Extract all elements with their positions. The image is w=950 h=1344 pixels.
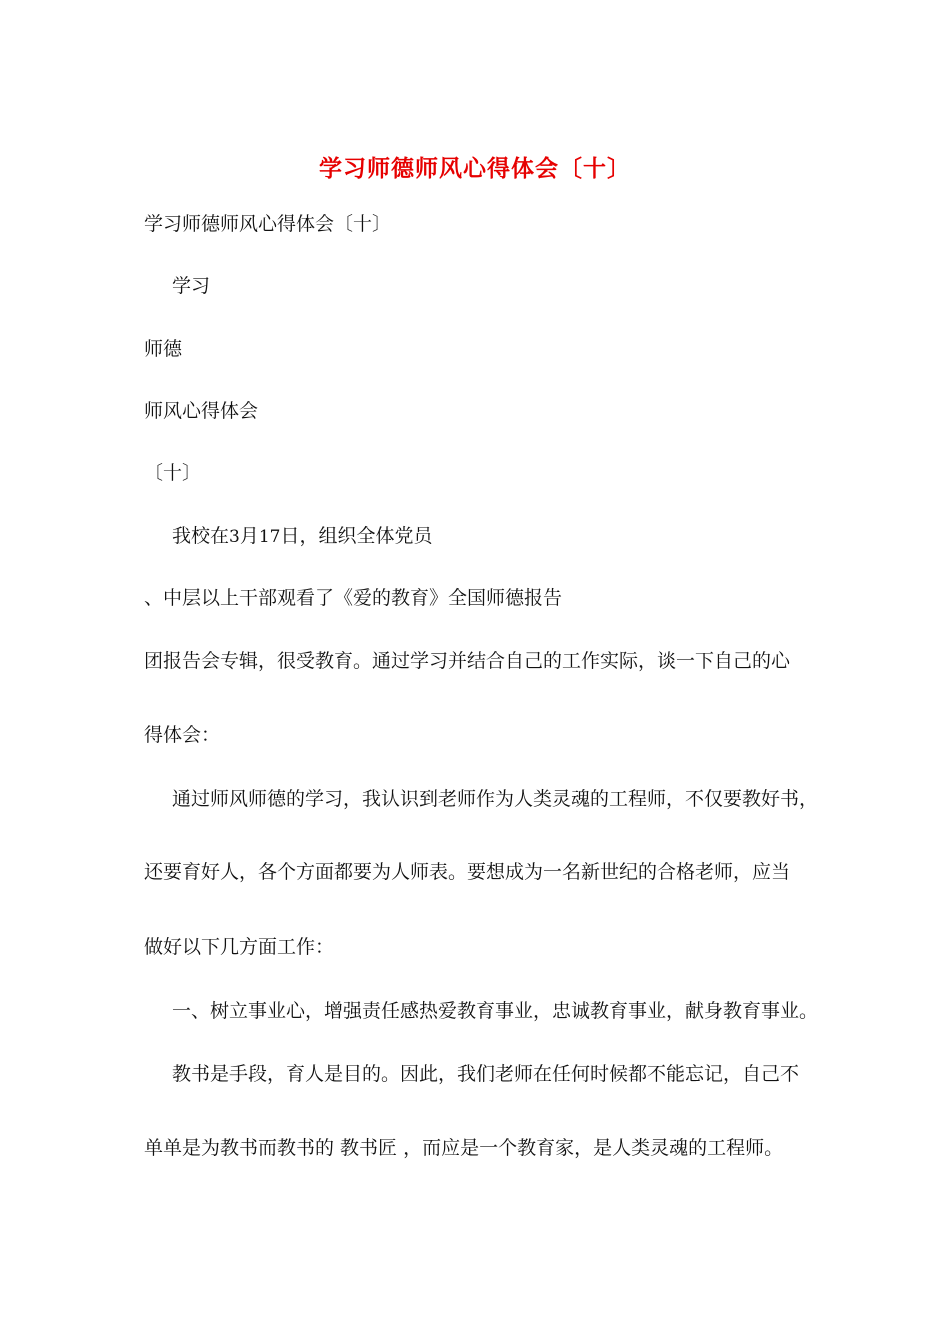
text-line: 师德 (144, 338, 183, 360)
text-line: 学习 (172, 275, 211, 297)
text-line: 〔十〕 (144, 462, 202, 484)
text-fragment: 我校在 (172, 525, 230, 547)
paragraph-line (172, 523, 433, 550)
day-number: 17 (258, 527, 281, 547)
text-fragment: 月 (239, 525, 259, 547)
text-line: 师风心得体会 (144, 400, 259, 422)
paragraph-line: 团报告会专辑，很受教育。通过学习并结合自己的工作实际，谈一下自己的心 (144, 650, 791, 672)
subtitle-line: 学习师德师风心得体会〔十〕 (144, 213, 392, 235)
text-fragment: 日，组织全体党员 (280, 525, 433, 547)
paragraph-line: 通过师风师德的学习，我认识到老师作为人类灵魂的工程师，不仅要教好书， (172, 788, 819, 810)
paragraph-line: 还要育好人，各个方面都要为人师表。要想成为一名新世纪的合格老师，应当 (144, 861, 791, 883)
paragraph-line: 教书是手段，育人是目的。因此，我们老师在任何时候都不能忘记，自己不 (172, 1063, 800, 1085)
paragraph-line: 做好以下几方面工作： (144, 936, 335, 958)
paragraph-line: 一、树立事业心，增强责任感热爱教育事业，忠诚教育事业，献身教育事业。 (172, 1000, 819, 1022)
paragraph-line: 得体会： (144, 724, 221, 746)
paragraph-line: 单单是为教书而教书的 教书匠 ，而应是一个教育家，是人类灵魂的工程师。 (144, 1137, 784, 1159)
month-number: 3 (229, 527, 240, 547)
document-title: 学习师德师风心得体会〔十〕 (319, 156, 631, 182)
paragraph-line: 、中层以上干部观看了《爱的教育》全国师德报告 (144, 587, 563, 609)
